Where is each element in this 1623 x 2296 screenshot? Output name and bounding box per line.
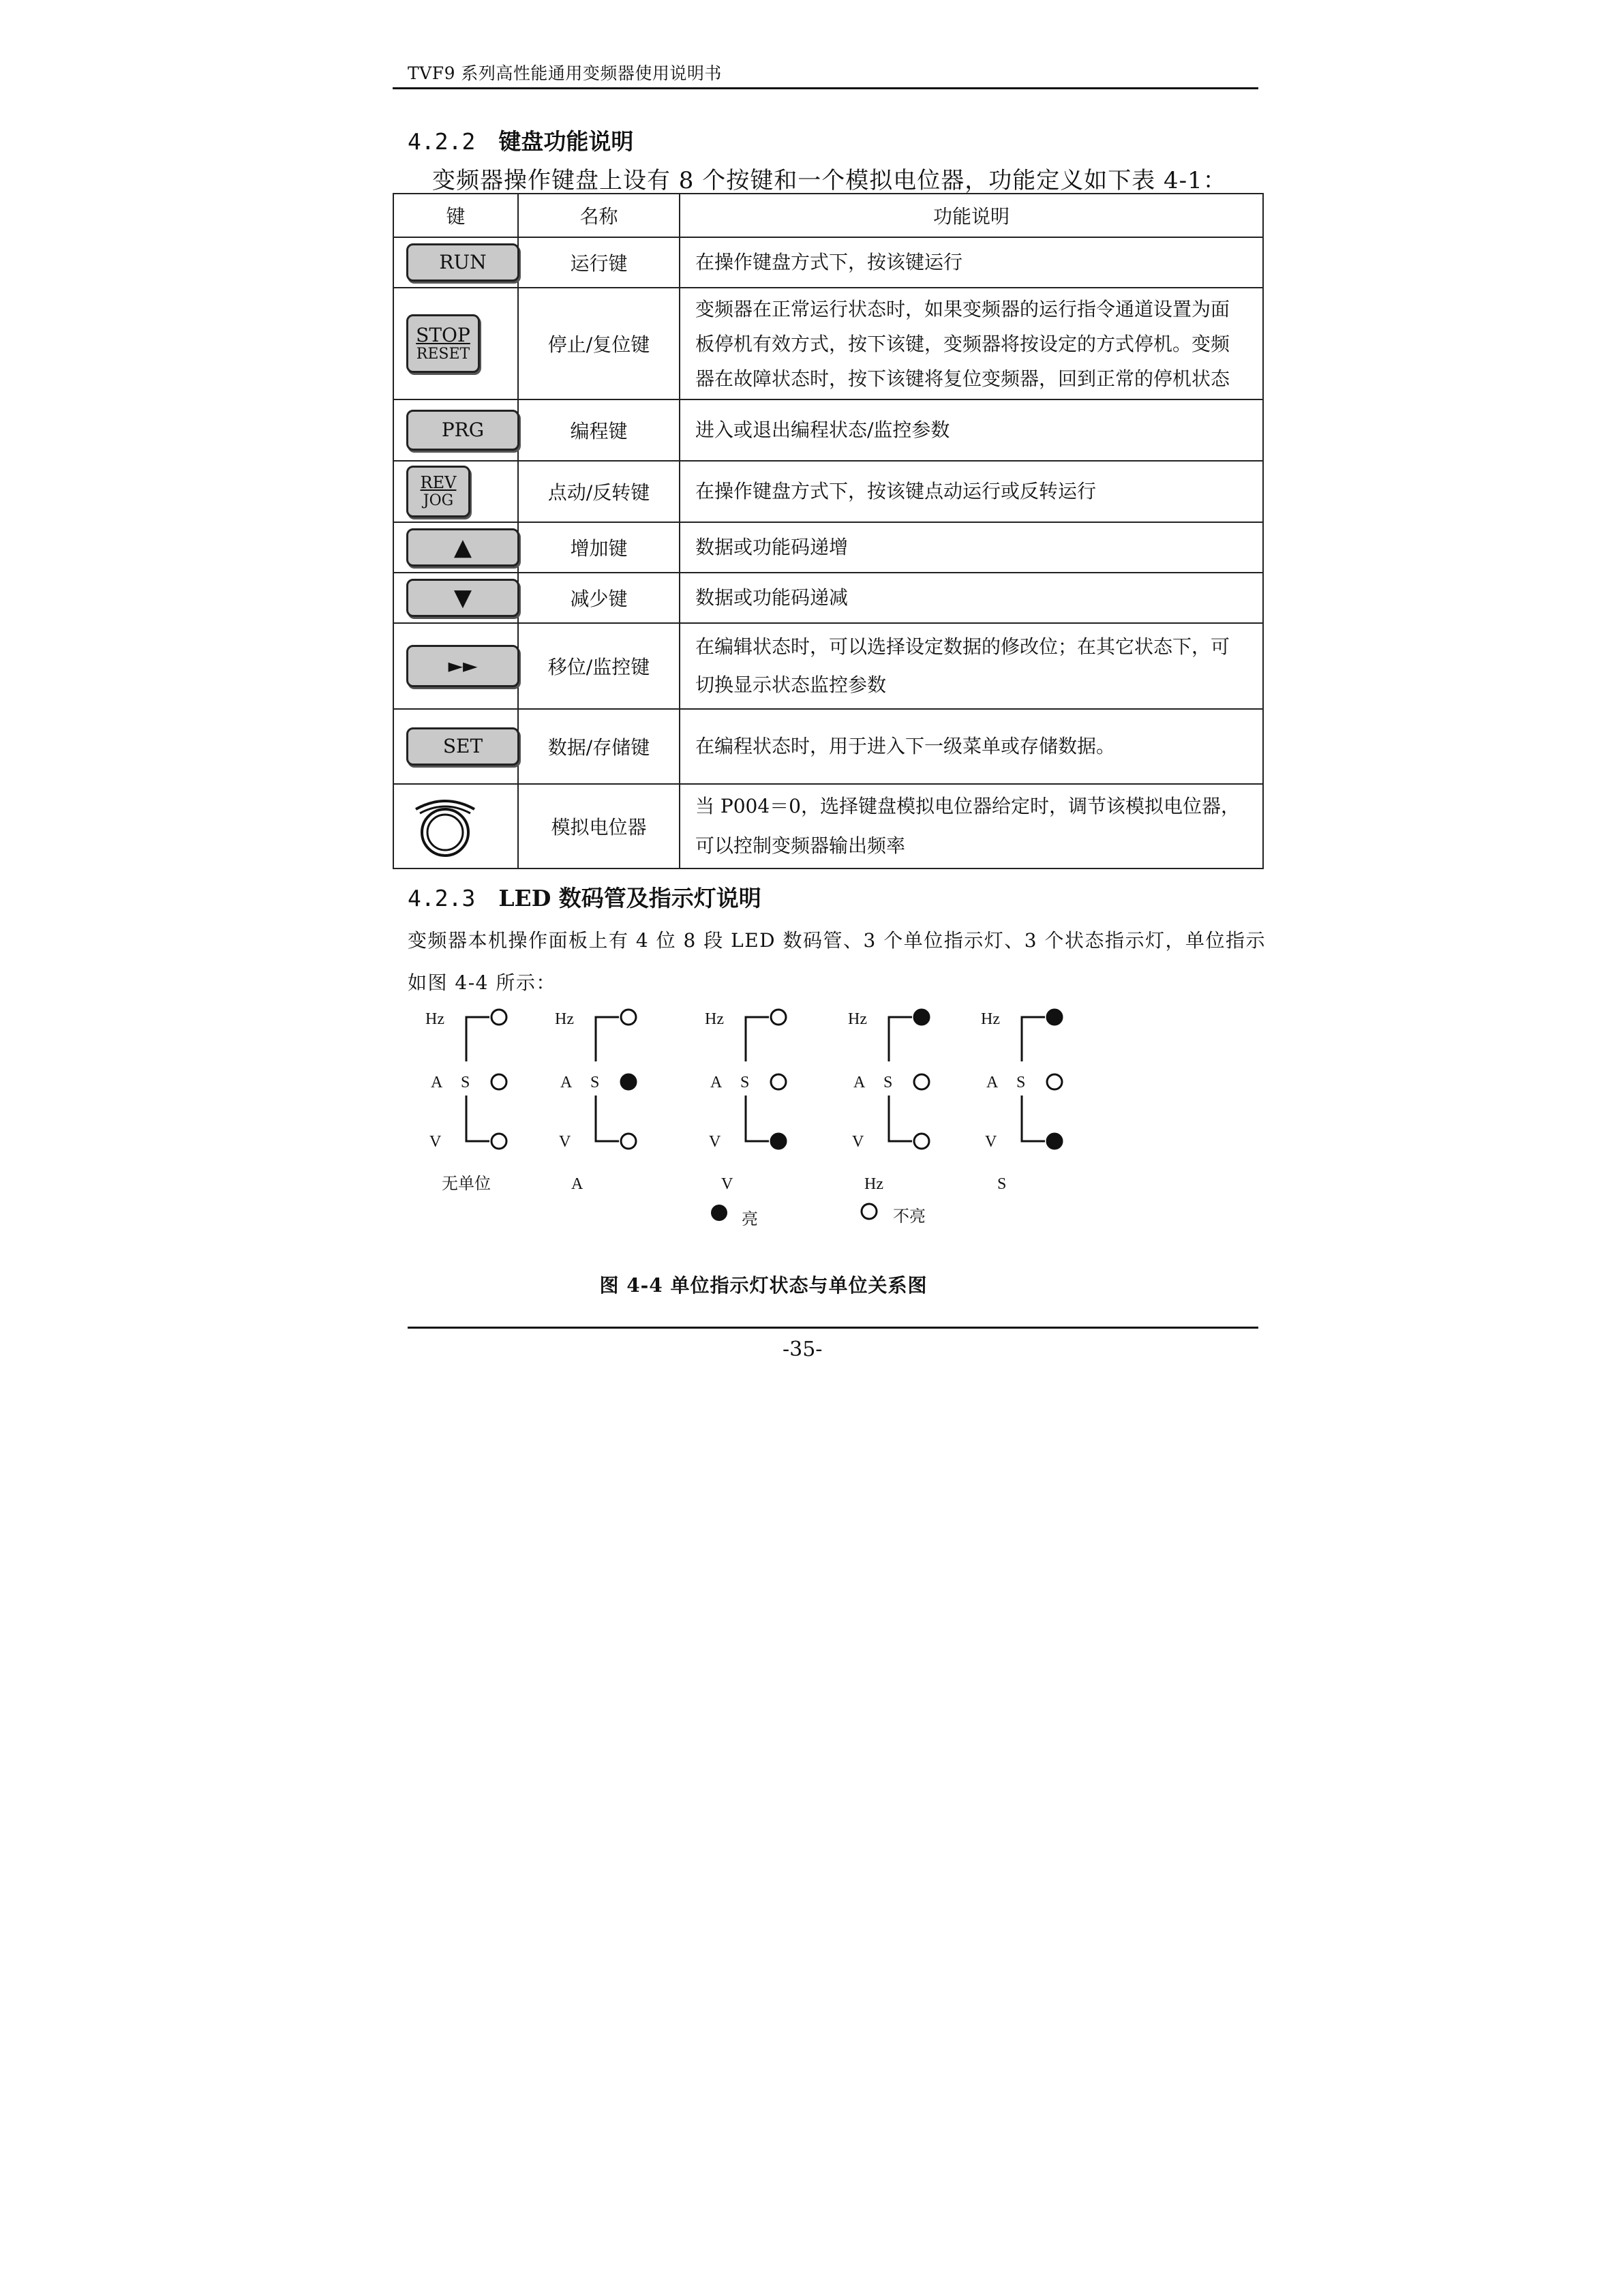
table-row bbox=[393, 709, 1263, 784]
s-label: S bbox=[1016, 1074, 1026, 1091]
s-label: S bbox=[461, 1074, 470, 1091]
section-paragraph-line-1: 变频器本机操作面板上有 4 位 8 段 LED 数码管、3 个单位指示灯、3 个状态指示灯，单位指示 bbox=[408, 929, 1266, 952]
s-label: S bbox=[883, 1074, 893, 1091]
up-arrow-key[interactable]: ▲ bbox=[406, 528, 519, 567]
s-label: S bbox=[590, 1074, 600, 1091]
header-rule bbox=[393, 87, 1258, 89]
key-description: 当 P004＝0，选择键盘模拟电位器给定时，调节该模拟电位器，可以控制变频器输出频率 bbox=[680, 784, 1263, 868]
key-name: 模拟电位器 bbox=[518, 784, 680, 868]
indicator-figure bbox=[409, 995, 1159, 1213]
table-row bbox=[393, 573, 1263, 623]
stop-reset-key[interactable] bbox=[406, 314, 480, 373]
shift-monitor-key[interactable]: ►► bbox=[406, 645, 519, 687]
v-label: V bbox=[429, 1133, 442, 1151]
a-lamp bbox=[621, 1074, 636, 1089]
hz-label: Hz bbox=[555, 1010, 574, 1028]
header-function: 功能说明 bbox=[680, 194, 1263, 237]
group-caption: A bbox=[571, 1175, 583, 1193]
section-intro: 变频器操作键盘上设有 8 个按键和一个模拟电位器，功能定义如下表 4-1： bbox=[432, 167, 1227, 194]
prg-key[interactable]: PRG bbox=[406, 410, 519, 451]
table-row bbox=[393, 288, 1263, 399]
key-description: 在操作键盘方式下，按该键点动运行或反转运行 bbox=[680, 461, 1263, 522]
hz-lamp bbox=[1047, 1010, 1062, 1025]
key-description: 进入或退出编程状态/监控参数 bbox=[680, 399, 1263, 461]
unlit-lamp-icon bbox=[859, 1201, 879, 1222]
section-heading-4-2-3 bbox=[408, 881, 761, 913]
indicator-diagram bbox=[409, 995, 1159, 1213]
hz-label: Hz bbox=[981, 1010, 1000, 1028]
rev-key-label: REV bbox=[420, 473, 457, 492]
section-paragraph-line-2: 如图 4-4 所示： bbox=[408, 971, 556, 994]
header-name: 名称 bbox=[518, 194, 680, 237]
v-label: V bbox=[985, 1133, 997, 1151]
table-row bbox=[393, 399, 1263, 461]
key-description: 在编程状态时，用于进入下一级菜单或存储数据。 bbox=[680, 709, 1263, 784]
potentiometer-knob-icon[interactable] bbox=[408, 791, 483, 862]
table-row bbox=[393, 461, 1263, 522]
v-lamp bbox=[621, 1134, 636, 1149]
section-number: 4.2.2 bbox=[408, 128, 476, 155]
stop-key-label: STOP bbox=[416, 323, 470, 346]
hz-lamp bbox=[771, 1010, 786, 1025]
table-row bbox=[393, 522, 1263, 573]
group-caption: Hz bbox=[864, 1175, 883, 1193]
key-name: 数据/存储键 bbox=[518, 709, 680, 784]
key-name: 减少键 bbox=[518, 573, 680, 623]
v-label: V bbox=[709, 1133, 721, 1151]
a-lamp bbox=[771, 1074, 786, 1089]
a-label: A bbox=[710, 1074, 723, 1091]
hz-lamp bbox=[491, 1010, 506, 1025]
a-lamp bbox=[1047, 1074, 1062, 1089]
hz-lamp bbox=[621, 1010, 636, 1025]
key-name: 点动/反转键 bbox=[518, 461, 680, 522]
a-label: A bbox=[431, 1074, 443, 1091]
reset-key-label: RESET bbox=[416, 345, 470, 363]
group-caption: V bbox=[721, 1175, 733, 1193]
table-header-row bbox=[393, 194, 1263, 237]
hz-lamp bbox=[914, 1010, 929, 1025]
group-caption: S bbox=[997, 1175, 1007, 1193]
key-description: 在操作键盘方式下，按该键运行 bbox=[680, 237, 1263, 288]
key-description: 数据或功能码递减 bbox=[680, 573, 1263, 623]
s-label: S bbox=[740, 1074, 750, 1091]
key-name: 运行键 bbox=[518, 237, 680, 288]
key-name: 编程键 bbox=[518, 399, 680, 461]
run-key[interactable]: RUN bbox=[406, 243, 519, 282]
v-lamp bbox=[914, 1134, 929, 1149]
table-row bbox=[393, 623, 1263, 709]
section-title: LED 数码管及指示灯说明 bbox=[498, 885, 761, 911]
table-row bbox=[393, 237, 1263, 288]
key-name: 移位/监控键 bbox=[518, 623, 680, 709]
page-number: -35- bbox=[783, 1338, 823, 1361]
figure-legend bbox=[709, 1200, 954, 1227]
header-key: 键 bbox=[393, 194, 518, 237]
jog-key-label: JOG bbox=[423, 492, 454, 509]
hz-label: Hz bbox=[848, 1010, 867, 1028]
section-title: 键盘功能说明 bbox=[498, 128, 634, 155]
key-name: 增加键 bbox=[518, 522, 680, 573]
v-lamp bbox=[1047, 1134, 1062, 1149]
hz-label: Hz bbox=[425, 1010, 444, 1028]
hz-label: Hz bbox=[705, 1010, 724, 1028]
legend-off-label: 不亮 bbox=[893, 1207, 926, 1226]
key-function-table bbox=[393, 193, 1264, 869]
a-label: A bbox=[560, 1074, 573, 1091]
rev-jog-key[interactable] bbox=[406, 466, 470, 517]
v-label: V bbox=[852, 1133, 864, 1151]
a-label: A bbox=[986, 1074, 999, 1091]
legend-on-label: 亮 bbox=[742, 1209, 758, 1228]
a-lamp bbox=[491, 1074, 506, 1089]
down-arrow-key[interactable]: ▼ bbox=[406, 579, 519, 617]
v-lamp bbox=[491, 1134, 506, 1149]
key-name: 停止/复位键 bbox=[518, 288, 680, 399]
key-description: 在编辑状态时，可以选择设定数据的修改位；在其它状态下，可切换显示状态监控参数 bbox=[680, 623, 1263, 709]
v-label: V bbox=[559, 1133, 571, 1151]
key-description: 变频器在正常运行状态时，如果变频器的运行指令通道设置为面板停机有效方式，按下该键，变频器将按设定的方式停机。变频器在故障状态时，按下该键将复位变频器，回到正常的停机状态 bbox=[680, 288, 1263, 399]
set-key[interactable]: SET bbox=[406, 727, 519, 766]
section-number: 4.2.3 bbox=[408, 885, 476, 911]
v-lamp bbox=[771, 1134, 786, 1149]
section-heading-4-2-2 bbox=[408, 124, 633, 156]
group-caption: 无单位 bbox=[442, 1175, 491, 1193]
lit-lamp-icon bbox=[709, 1203, 729, 1223]
figure-caption: 图 4-4 单位指示灯状态与单位关系图 bbox=[599, 1274, 928, 1297]
footer-rule bbox=[408, 1327, 1258, 1329]
a-label: A bbox=[853, 1074, 866, 1091]
table-row bbox=[393, 784, 1263, 868]
key-description: 数据或功能码递增 bbox=[680, 522, 1263, 573]
a-lamp bbox=[914, 1074, 929, 1089]
document-header-title: TVF9 系列高性能通用变频器使用说明书 bbox=[408, 63, 722, 83]
